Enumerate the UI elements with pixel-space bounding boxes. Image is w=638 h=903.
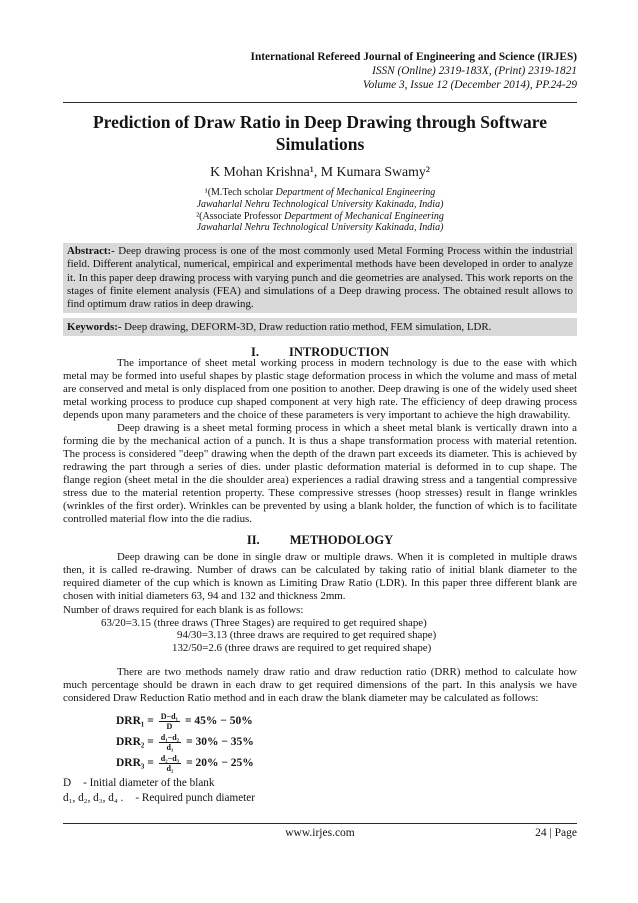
affiliation-dept: Department of Mechanical Engineering <box>284 210 444 222</box>
fraction-numerator: D−d₁ <box>160 712 178 722</box>
draw-ratio-line: 63/20=3.15 (three draws (Three Stages) are required to get required shape) <box>101 617 427 629</box>
affiliation-line <box>63 187 577 199</box>
affiliation-dept: Department of Mechanical Engineering <box>275 187 436 198</box>
formula-fraction <box>159 733 181 752</box>
formula-fraction <box>159 712 180 731</box>
page-footer <box>63 827 577 839</box>
authors-line: K Mohan Krishna¹, M Kumara Swamy² <box>210 164 430 179</box>
intro-paragraph-2: Deep drawing is a sheet metal forming process in which a sheet metal blank is vertically drawn into a forming die by the mechanical action of a punch. It is thus a shape transformation process with material retention. The process is considered "deep" drawing when the depth of the drawn part exceeds its diameter. This is achieved by redrawing the part through a series of dies. under plastic deformation material is deformed in to cup shape. The flange region (sheet metal in the die shoulder area) experiences a radial drawing stress and a tangential compressive stress due to the material retention property. These compressive stresses (hoop stresses) result in flange wrinkles (wrinkles of the first order). Wrinkles can be prevented by using a blank holder, the function of which is to facilitate controlled material flow into the die radius. <box>63 422 577 525</box>
affiliation-line <box>63 199 577 211</box>
draw-ratio-line: 132/50=2.6 (three draws are required to get required shape) <box>172 641 432 654</box>
formula-lhs: DRR₃ = <box>116 757 154 770</box>
journal-issn: ISSN (Online) 2319-183X, (Print) 2319-1821 <box>372 65 577 77</box>
formula-result: = 30% − 35% <box>186 736 254 749</box>
journal-name: International Refereed Journal of Engineering and Science (IRJES) <box>250 51 577 63</box>
journal-header <box>63 50 577 92</box>
fraction-denominator: d₁ <box>166 743 174 753</box>
notation-symbol: D <box>63 777 72 790</box>
fraction-denominator: d₂ <box>166 764 174 774</box>
formula-drr2 <box>63 732 577 753</box>
notation-symbol: d₁, d₂, d₃, d₄ . <box>63 791 124 804</box>
affiliation-line <box>63 211 577 223</box>
draw-ratio-line: 94/30=3.13 (three draws are required to get required shape) <box>177 629 437 642</box>
footer-page-number: 24 | Page <box>535 827 577 839</box>
formula-fraction <box>159 754 181 773</box>
affiliation-univ: Jawaharlal Nehru Technological University Kakinada, India) <box>196 222 444 234</box>
formula-result: = 20% − 25% <box>186 757 254 770</box>
header-divider <box>63 102 577 103</box>
affiliation-role: ¹(M.Tech scholar <box>204 187 276 198</box>
paper-title: Prediction of Draw Ratio in Deep Drawing through Software Simulations <box>92 112 547 154</box>
abstract-label: Abstract:- <box>67 245 115 257</box>
notation-line-punch-diameter <box>63 791 577 806</box>
notation-block <box>63 776 577 805</box>
methodology-paragraph-2: There are two methods namely draw ratio and draw reduction ratio (DRR) method to calculate how much percentage should be drawn in each draw to get required dimensions of the part. In this analysis we have considered Draw Reduction Ratio method and in each draw the blank diameter may be calculated as follows: <box>63 666 577 705</box>
fraction-numerator: d₁−d₂ <box>160 733 180 743</box>
section-number: II. <box>246 533 260 547</box>
formula-lhs: DRR₁ = <box>116 715 154 728</box>
draws-intro-line: Number of draws required for each blank is as follows: <box>63 604 304 616</box>
formula-drr3 <box>63 753 577 774</box>
methodology-paragraph-1: Deep drawing can be done in single draw or multiple draws. When it is completed in multiple draws then, it is called re-drawing. Number of draws can be calculated by taking ratio of initial blank diameter to the required diameter of the cup which is known as Limiting Draw Ratio (LDR). In this paper three different blank are chosen with initial diameters 63, 94 and 132 and thickness 2mm. <box>63 551 577 602</box>
intro-paragraph-1: The importance of sheet metal working process in modern technology is due to the ease with which metal may be formed into useful shapes by plastic stage deformation process in which the volume and mass of metal are conserved and metal is only displaced from one position to another. Deep drawing is one of the widely used sheet metal working process to produce cup shaped component at very high rate. The efficiency of deep drawing process depends upon many parameters and the choice of these parameters is very important to achieve the high drawability. <box>63 357 577 421</box>
footer-divider <box>63 823 577 824</box>
fraction-denominator: D <box>166 722 173 732</box>
abstract-text: Deep drawing process is one of the most commonly used Metal Forming Process within the industrial field. Different analytical, numerical, empirical and experimental methods have been developed in order to analyze it. In this paper deep drawing process with varying punch and die geometries are analysed. This work reports on the stages of finite element analysis (FEA) and simulations of a Deep drawing process. The obtained result allows to find optimum draw ratios in deep drawing. <box>67 245 573 311</box>
formula-drr1 <box>63 711 577 732</box>
keywords-block <box>63 318 577 336</box>
section-title: INTRODUCTION <box>288 345 389 359</box>
notation-description: - Required punch diameter <box>135 791 255 804</box>
affiliation-univ: Jawaharlal Nehru Technological University Kakinada, India) <box>196 198 444 210</box>
keywords-text: Deep drawing, DEFORM-3D, Draw reduction ratio method, FEM simulation, LDR. <box>121 321 492 333</box>
keywords-label: Keywords:- <box>67 321 122 333</box>
formula-result: = 45% − 50% <box>184 715 253 728</box>
affiliation-role: ²(Associate Professor <box>196 210 285 222</box>
journal-volume: Volume 3, Issue 12 (December 2014), PP.24-29 <box>362 79 577 91</box>
affiliations-block <box>63 187 577 234</box>
formula-lhs: DRR₂ = <box>116 736 154 749</box>
drr-formulas-block <box>63 711 577 774</box>
notation-description: - Initial diameter of the blank <box>83 777 215 790</box>
footer-url: www.irjes.com <box>285 827 355 839</box>
body-content <box>63 357 577 805</box>
section-number: I. <box>250 345 259 359</box>
section-heading-methodology <box>63 534 577 547</box>
notation-line-blank-diameter <box>63 776 577 791</box>
section-title: METHODOLOGY <box>289 533 394 547</box>
affiliation-line <box>63 222 577 234</box>
fraction-numerator: d₂−d₃ <box>160 754 180 764</box>
abstract-block <box>63 243 577 313</box>
